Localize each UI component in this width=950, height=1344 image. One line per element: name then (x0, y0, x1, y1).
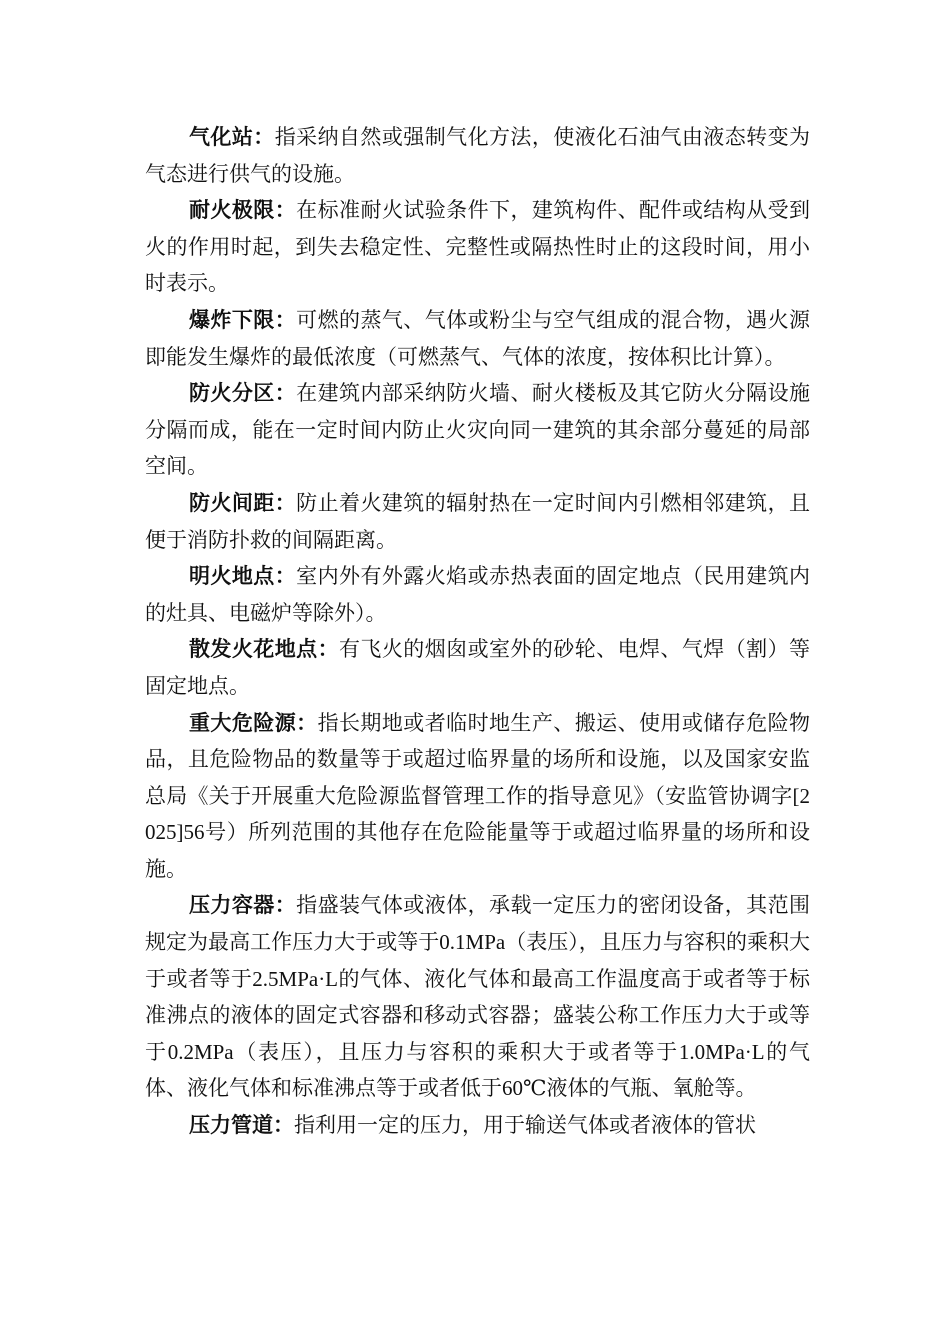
term-title: 防火分区： (189, 381, 297, 406)
term-title: 防火间距： (189, 490, 297, 515)
term-lower-explosion-limit (145, 302, 810, 375)
term-definition: 指利用一定的压力，用于输送气体或者液体的管状 (294, 1113, 756, 1138)
term-definition: 有飞火的烟囱或室外的砂轮、电焊、气焊（割）等固定地点。 (145, 637, 810, 698)
term-open-flame-location (145, 558, 810, 631)
term-definition: 在标准耐火试验条件下，建筑构件、配件或结构从受到火的作用时起，到失去稳定性、完整性或隔热性时止的这段时间，用小时表示。 (145, 198, 811, 296)
term-gasification-station (145, 119, 810, 192)
term-title: 气化站： (189, 125, 275, 149)
term-major-hazard-source (145, 705, 810, 888)
term-definition: 指盛装气体或液体，承载一定压力的密闭设备，其范围规定为最高工作压力大于或等于0.1MPa（表压），且压力与容积的乘积大于或者等于2.5MPa·L的气体、液化气体和最高工作温度高于或者等于标准沸点的液体的固定式容器和移动式容器；盛装公称工作压力大于或等于0.2MPa（表压），且压力与容积的乘积大于或者等于1.0MPa·L的气体、液化气体和标准沸点等于或者低于60℃液体的气瓶、氧舱等。 (145, 893, 811, 1101)
term-definition: 指长期地或者临时地生产、搬运、使用或储存危险物品，且危险物品的数量等于或超过临界量的场所和设施，以及国家安监总局《关于开展重大危险源监督管理工作的指导意见》（安监管协调字[2025]56号）所列范围的其他存在危险能量等于或超过临界量的场所和设施。 (145, 710, 811, 881)
term-pressure-pipeline (145, 1107, 810, 1144)
term-title: 爆炸下限： (189, 307, 297, 332)
term-fire-resistance-limit (145, 192, 810, 302)
term-title: 重大危险源： (189, 710, 318, 735)
term-definition: 可燃的蒸气、气体或粉尘与空气组成的混合物，遇火源即能发生爆炸的最低浓度（可燃蒸气、气体的浓度，按体积比计算）。 (145, 307, 811, 369)
term-title: 压力容器： (189, 893, 297, 918)
term-definition: 防止着火建筑的辐射热在一定时间内引燃相邻建筑，且便于消防扑救的间隔距离。 (145, 490, 811, 552)
term-definition: 指采纳自然或强制气化方法，使液化石油气由液态转变为气态进行供气的设施。 (145, 125, 811, 186)
term-fire-compartment (145, 375, 810, 485)
term-title: 散发火花地点： (189, 637, 339, 662)
term-title: 耐火极限： (189, 198, 297, 223)
term-definition: 在建筑内部采纳防火墙、耐火楼板及其它防火分隔设施分隔而成，能在一定时间内防止火灾向同一建筑的其余部分蔓延的局部空间。 (145, 381, 811, 479)
term-title: 压力管道： (189, 1113, 294, 1138)
document-page (145, 119, 810, 1144)
term-fire-separation-distance (145, 485, 810, 558)
term-spark-emitting-location (145, 631, 810, 704)
term-pressure-vessel (145, 887, 810, 1107)
term-definition: 室内外有外露火焰或赤热表面的固定地点（民用建筑内的灶具、电磁炉等除外）。 (145, 564, 811, 625)
term-title: 明火地点： (189, 564, 297, 589)
